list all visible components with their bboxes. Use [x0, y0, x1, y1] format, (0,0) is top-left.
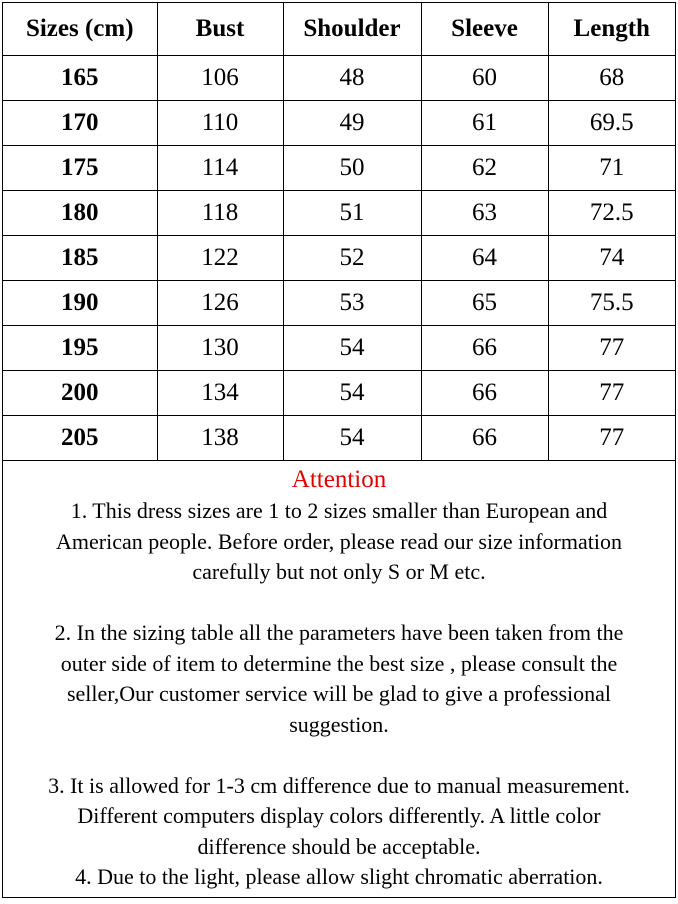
bust-cell: 134	[157, 371, 283, 416]
table-row	[3, 236, 675, 281]
shoulder-cell: 51	[283, 191, 421, 236]
size-cell: 165	[3, 56, 157, 101]
note-line: 4. Due to the light, please allow slight chromatic aberration.	[75, 864, 603, 889]
bust-cell: 118	[157, 191, 283, 236]
bust-cell: 114	[157, 146, 283, 191]
size-cell: 180	[3, 191, 157, 236]
shoulder-cell: 54	[283, 371, 421, 416]
length-cell: 77	[548, 326, 675, 371]
sleeve-cell: 62	[421, 146, 548, 191]
note-spacer	[3, 740, 675, 771]
bust-cell: 122	[157, 236, 283, 281]
bust-cell: 106	[157, 56, 283, 101]
column-header-bust: Bust	[157, 3, 283, 56]
shoulder-cell: 54	[283, 326, 421, 371]
note-line: 3. It is allowed for 1-3 cm difference due to manual measurement.	[48, 772, 630, 798]
shoulder-cell: 54	[283, 416, 421, 461]
sleeve-cell: 63	[421, 191, 548, 236]
table-header-row	[3, 3, 675, 56]
table-row	[3, 371, 675, 416]
column-header-sizes: Sizes (cm)	[3, 3, 157, 56]
table-row	[3, 416, 675, 461]
note-line: carefully but not only S or M etc.	[192, 559, 486, 584]
length-cell: 72.5	[548, 191, 675, 236]
shoulder-cell: 53	[283, 281, 421, 326]
table-row	[3, 191, 675, 236]
note-line: American people. Before order, please read our size information	[56, 528, 622, 554]
note-line: 2. In the sizing table all the parameters have been taken from the	[54, 620, 624, 645]
attention-notes	[3, 461, 675, 893]
table-row	[3, 281, 675, 326]
note-line: seller,Our customer service will be glad to give a professional	[66, 681, 612, 706]
sleeve-cell: 64	[421, 236, 548, 281]
sleeve-cell: 66	[421, 371, 548, 416]
length-cell: 74	[548, 236, 675, 281]
size-chart	[2, 2, 676, 898]
column-header-sleeve: Sleeve	[421, 3, 548, 56]
table-row	[3, 326, 675, 371]
note-line: difference should be acceptable.	[197, 833, 481, 859]
length-cell: 77	[548, 416, 675, 461]
size-cell: 170	[3, 101, 157, 146]
note-line: 1. This dress sizes are 1 to 2 sizes smaller than European and	[70, 498, 608, 523]
shoulder-cell: 52	[283, 236, 421, 281]
size-cell: 185	[3, 236, 157, 281]
bust-cell: 138	[157, 416, 283, 461]
shoulder-cell: 48	[283, 56, 421, 101]
length-cell: 75.5	[548, 281, 675, 326]
shoulder-cell: 49	[283, 101, 421, 146]
size-cell: 175	[3, 146, 157, 191]
sleeve-cell: 66	[421, 326, 548, 371]
bust-cell: 126	[157, 281, 283, 326]
size-table	[3, 3, 675, 461]
attention-heading: Attention	[291, 466, 387, 493]
sleeve-cell: 61	[421, 101, 548, 146]
note-line: outer side of item to determine the best size , please consult the	[60, 650, 618, 676]
table-row	[3, 56, 675, 101]
length-cell: 71	[548, 146, 675, 191]
sleeve-cell: 60	[421, 56, 548, 101]
length-cell: 77	[548, 371, 675, 416]
table-row	[3, 101, 675, 146]
note-line: suggestion.	[289, 711, 389, 737]
shoulder-cell: 50	[283, 146, 421, 191]
table-row	[3, 146, 675, 191]
column-header-length: Length	[548, 3, 675, 56]
length-cell: 68	[548, 56, 675, 101]
note-line: Different computers display colors differently. A little color	[77, 803, 601, 828]
size-cell: 200	[3, 371, 157, 416]
sleeve-cell: 65	[421, 281, 548, 326]
size-cell: 190	[3, 281, 157, 326]
column-header-shoulder: Shoulder	[283, 3, 421, 56]
length-cell: 69.5	[548, 101, 675, 146]
bust-cell: 130	[157, 326, 283, 371]
sleeve-cell: 66	[421, 416, 548, 461]
note-spacer	[3, 588, 675, 619]
size-cell: 205	[3, 416, 157, 461]
bust-cell: 110	[157, 101, 283, 146]
size-cell: 195	[3, 326, 157, 371]
